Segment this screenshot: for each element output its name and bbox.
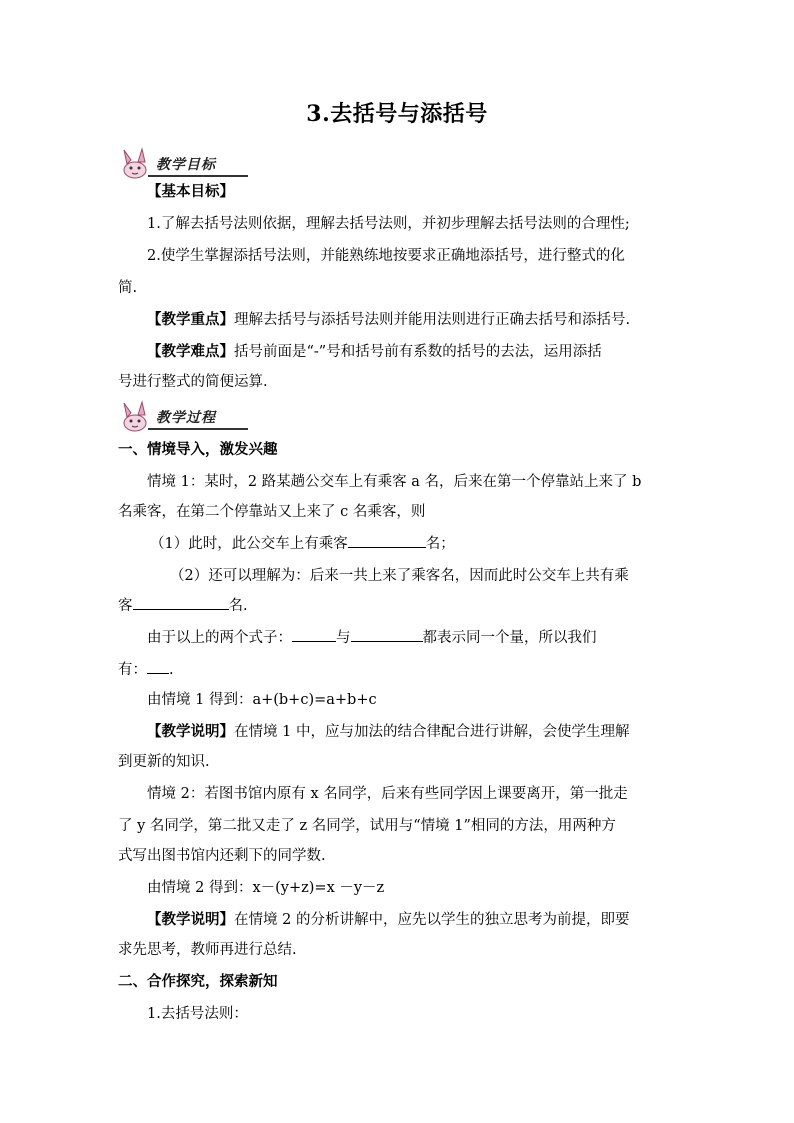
since-prefix: 由于以上的两个式子： [147,630,292,646]
teaching-note1-line2: 到更新的知识. [118,754,210,770]
mascot-icon [118,399,152,433]
answer-blank [351,627,423,642]
teaching-note-label: 【教学说明】 [147,723,234,740]
scenario1-result: 由情境 1 得到：a+(b+c)=a+b+c [147,692,377,708]
question2-line1: （2）还可以理解为：后来一共上来了乘客名，因而此时公交车上共有乘 [170,568,629,584]
scenario1-line2: 名乘客，在第二个停靠站又上来了 c 名乘客，则 [118,504,426,520]
section-header-label: 教学过程 [156,410,216,426]
part2-heading: 二、合作探究，探索新知 [118,973,278,990]
mascot-icon [118,146,152,180]
teaching-note-text: 在情境 2 的分析讲解中，应先以学生的独立思考为前提，即要 [234,912,630,928]
page-title: 3.去括号与添括号 [306,101,488,127]
rule1-heading: 1.去括号法则： [147,1006,248,1022]
section-header-label: 教学目标 [156,157,216,173]
answer-blank [292,627,336,642]
key-point [118,304,678,336]
scenario2-line2: 了 y 名同学，第二批又走了 z 名同学，试用与“情境 1”相同的方法，用两种方 [118,818,616,834]
answer-blank [133,595,229,610]
difficulty-line2: 号进行整式的简便运算. [118,374,268,390]
answer-blank [348,533,426,548]
difficulty-text: 括号前面是“-”号和括号前有系数的括号的去法，运用添括 [234,344,602,360]
part1-heading: 一、情境导入，激发兴趣 [118,441,278,458]
scenario2-line3: 式写出图书馆内还剩下的同学数. [118,848,326,864]
scenario1-line1: 情境 1：某时，2 路某趟公交车上有乘客 a 名，后来在第一个停靠站上来了 b [147,474,642,490]
question1-suffix: 名； [425,536,455,552]
teaching-note1-line1 [118,716,678,748]
question1 [150,528,670,560]
section-header-teaching-process [118,403,248,433]
question2-prefix: 客 [118,598,133,614]
key-point-text: 理解去括号与添括号法则并能用法则进行正确去括号和添括号. [234,312,631,328]
basic-goal-label: 【基本目标】 [147,183,234,200]
since-line1 [118,622,678,654]
section-header-underline [148,428,248,430]
difficulty-line1 [118,336,678,368]
teaching-note2-line1 [118,904,678,936]
since-line2 [118,654,678,686]
teaching-note-text: 在情境 1 中，应与加法的结合律配合进行讲解，会使学生理解 [234,724,630,740]
since-line2-suffix: . [169,662,174,678]
question2-line2 [118,590,678,622]
key-point-label: 【教学重点】 [147,311,234,328]
teaching-note2-line2: 求先思考，教师再进行总结. [118,942,297,958]
question1-text: （1）此时，此公交车上有乘客 [150,536,348,552]
teaching-note-label: 【教学说明】 [147,911,234,928]
since-line2-prefix: 有： [118,662,147,678]
question2-suffix: 名. [228,598,248,614]
since-suffix: 都表示同一个量，所以我们 [422,630,597,646]
goal-item-2-line2: 简. [118,280,138,296]
answer-blank [147,659,169,674]
goal-item-2-line1: 2.使学生掌握添括号法则，并能熟练地按要求正确地添括号，进行整式的化 [147,248,625,264]
difficulty-label: 【教学难点】 [147,343,234,360]
goal-item-1: 1.了解去括号法则依据，理解去括号法则，并初步理解去括号法则的合理性; [147,216,630,232]
scenario2-line1: 情境 2：若图书馆内原有 x 名同学，后来有些同学因上课要离开，第一批走 [147,786,628,802]
scenario2-result: 由情境 2 得到：x－(y+z)=x －y－z [147,880,385,896]
since-middle: 与 [336,630,351,646]
